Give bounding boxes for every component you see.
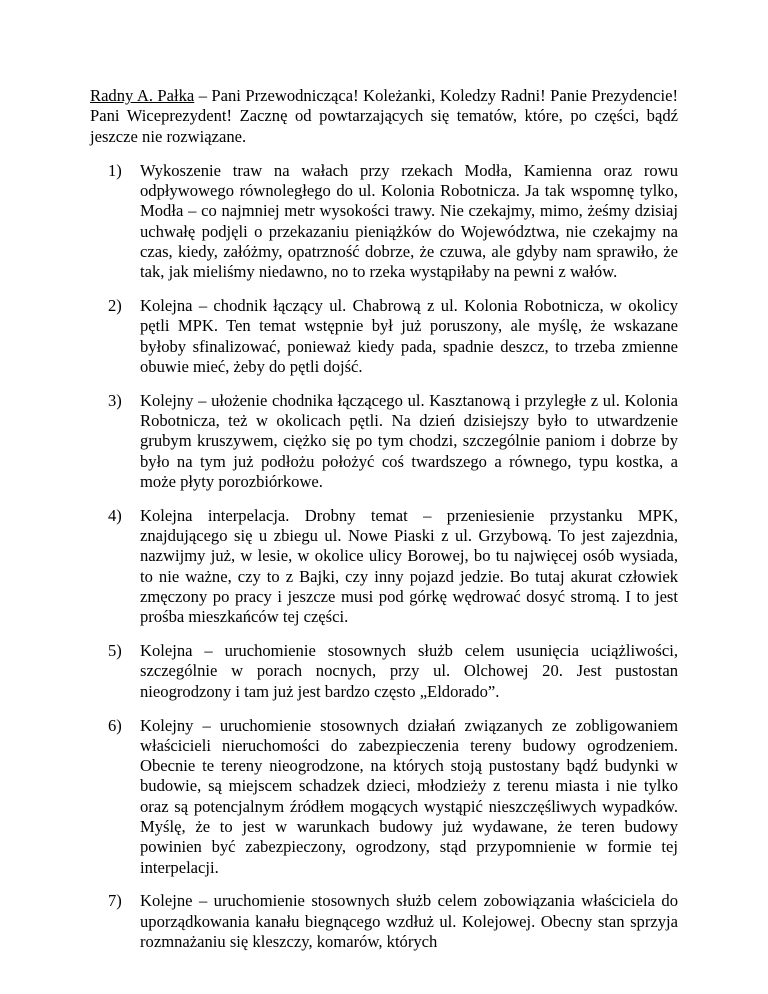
item-number: 7) — [108, 891, 122, 911]
item-text: Kolejna – chodnik łączący ul. Chabrową z ul. Kolonia Robotnicza, w okolicy pętli MPK. Ten temat wstępnie był już poruszony, ale myślę, że wskazane byłoby sfinalizować, ponieważ kiedy pada, spadnie deszcz, to trzeba zmienne obuwie mieć, żeby do pętli dojść. — [140, 296, 678, 377]
item-text: Wykoszenie traw na wałach przy rzekach Modła, Kamienna oraz rowu odpływowego równoległego do ul. Kolonia Robotnicza. Ja tak wspomnę tylko, Modła – co najmniej metr wysokości trawy. Nie czekajmy, mimo, żeśmy dzisiaj uchwałę podjęli o przekazaniu pieniążków do Województwa, nie czekajmy na czas, kiedy, załóżmy, opatrzność dobrze, że czuwa, ale gdyby nam sprawiło, że tak, jak mieliśmy niedawno, no to rzeka wystąpiłaby na pewni z wałów. — [140, 160, 678, 282]
item-number: 1) — [108, 160, 122, 180]
speaker-name: Radny A. Pałka — [90, 86, 195, 105]
list-item — [90, 161, 678, 283]
item-number: 5) — [108, 641, 122, 661]
item-text: Kolejny – uruchomienie stosownych działań związanych ze zobligowaniem właścicieli nieruchomości do zabezpieczenia tereny budowy ogrodzeniem. Obecnie te tereny nieogrodzone, na których stoją pustostany bądź budynki w budowie, są miejscem schadzek dzieci, młodzieży z terenu miasta i nie tylko oraz są potencjalnym źródłem mogących wystąpić nieszczęśliwych wypadków. Myślę, że to jest w warunkach budowy już wydawane, że teren budowy powinien być zabezpieczony, ogrodzony, stąd przypomnienie w formie tej interpelacji. — [140, 715, 678, 877]
item-text: Kolejna interpelacja. Drobny temat – przeniesienie przystanku MPK, znajdującego się u zbiegu ul. Nowe Piaski z ul. Grzybową. To jest zajezdnia, nazwijmy już, w lesie, w okolice ulicy Borowej, bo tu najwięcej osób wysiada, to nie ważne, czy to z Bajki, czy inny pojazd jedzie. Bo tutaj akurat człowiek zmęczony po pracy i jeszcze musi pod górkę wędrować dosyć stromą. I to jest prośba mieszkańców tej części. — [140, 505, 678, 627]
list-item — [90, 891, 678, 952]
intro-paragraph — [90, 86, 678, 147]
list-item — [90, 296, 678, 377]
item-text: Kolejne – uruchomienie stosownych służb celem zobowiązania właściciela do uporządkowania kanału biegnącego wzdłuż ul. Kolejowej. Obecny stan sprzyja rozmnażaniu się kleszczy, komarów, których — [140, 891, 678, 951]
intro-text: – Pani Przewodnicząca! Koleżanki, Koledzy Radni! Panie Prezydencie! Pani Wiceprezydent! Zacznę od powtarzających się tematów, które, po części, bądź jeszcze nie rozwiązane. — [90, 86, 678, 146]
list-item — [90, 716, 678, 878]
list-item — [90, 391, 678, 492]
item-number: 6) — [108, 715, 122, 735]
interpellation-list — [90, 161, 678, 952]
item-text: Kolejna – uruchomienie stosownych służb celem usunięcia uciążliwości, szczególnie w porach nocnych, przy ul. Olchowej 20. Jest pustostan nieogrodzony i tam już jest bardzo często „Eldorado”. — [140, 641, 678, 701]
item-number: 2) — [108, 296, 122, 316]
list-item — [90, 641, 678, 702]
document-page — [90, 86, 678, 966]
item-text: Kolejny – ułożenie chodnika łączącego ul. Kasztanową i przyległe z ul. Kolonia Robotnicza, też w okolicach pętli. Na dzień dzisiejszy było to utwardzenie grubym kruszywem, ciężko się po tym chodzi, szczególnie paniom i dobrze by było na tym już podłożu położyć coś twardszego a równego, typu kostka, a może płyty porozbiórkowe. — [140, 390, 678, 492]
item-number: 3) — [108, 390, 122, 410]
item-number: 4) — [108, 505, 122, 525]
list-item — [90, 506, 678, 628]
